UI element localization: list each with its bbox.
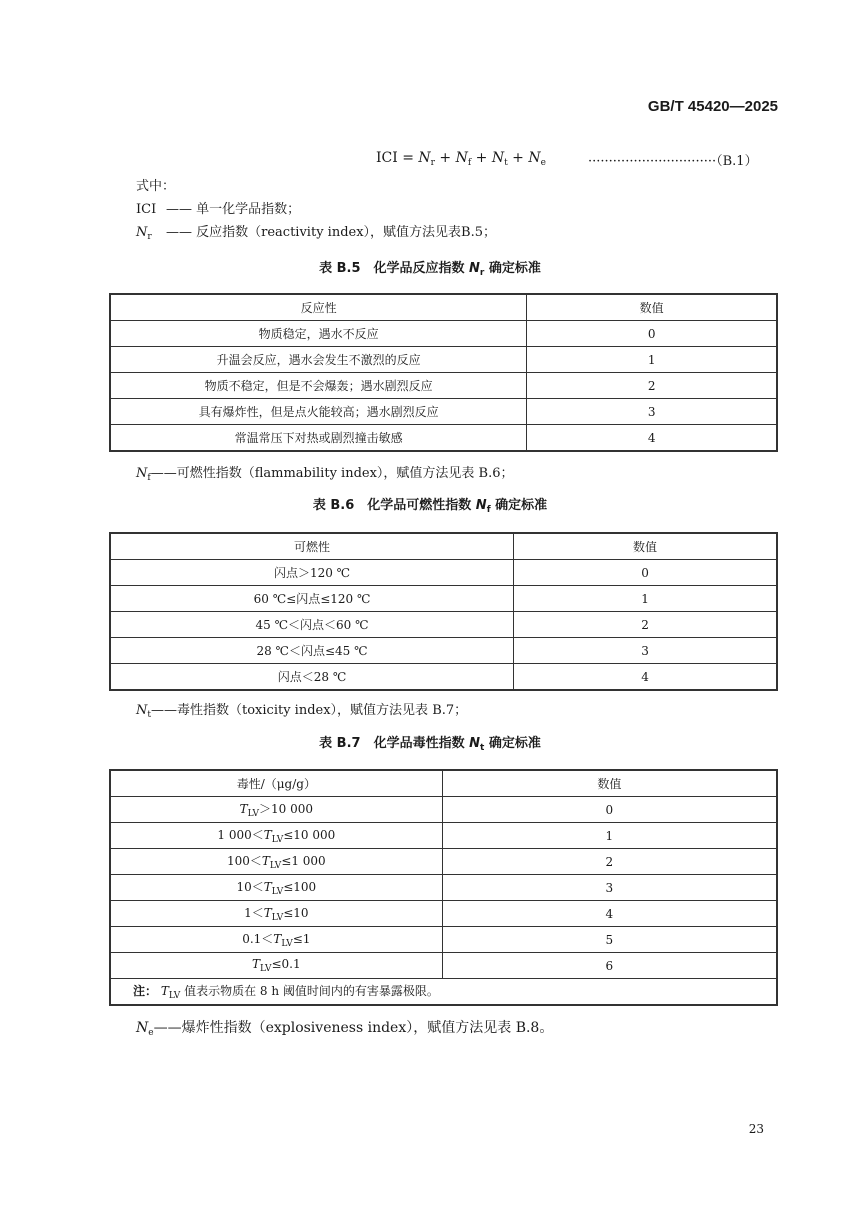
subscript: t: [147, 710, 151, 720]
title-text: 确定标准: [484, 261, 541, 276]
range-prefix: 1＜: [244, 906, 264, 920]
table-note-row: [110, 979, 777, 1006]
formula-lhs: ICI =: [376, 150, 419, 166]
header-cell: 反应性: [110, 294, 527, 321]
definition: 单一化学品指数；: [196, 202, 301, 217]
value-cell: 0: [514, 560, 777, 586]
def-ne: [136, 1017, 553, 1038]
table-b5: [109, 293, 778, 452]
table-row: [110, 797, 777, 823]
cell: [110, 849, 442, 875]
symbol: T: [263, 880, 272, 894]
table-row: [110, 612, 777, 638]
def-ici: [136, 198, 300, 217]
cell: 60 ℃≤闪点≤120 ℃: [110, 586, 514, 612]
value-cell: 4: [442, 901, 777, 927]
table-b6-title: [0, 494, 860, 515]
term-subscript: r: [430, 158, 435, 168]
subscript: LV: [271, 835, 284, 845]
dash: ——: [166, 225, 192, 240]
def-nf: [136, 462, 514, 483]
title-text: 表 B.6 化学品可燃性指数: [312, 498, 476, 513]
value-cell: 1: [514, 586, 777, 612]
table-header-row: [110, 294, 777, 321]
cell: 28 ℃＜闪点≤45 ℃: [110, 638, 514, 664]
symbol: N: [136, 1020, 149, 1036]
subscript: r: [479, 268, 485, 278]
range-suffix: ≤10 000: [283, 828, 336, 842]
symbol: N: [136, 466, 148, 481]
definition: 爆炸性指数（explosiveness index），赋值方法见表 B.8。: [181, 1020, 554, 1036]
range-prefix: 0.1＜: [242, 932, 274, 946]
range-prefix: 1 000＜: [217, 828, 264, 842]
subscript: LV: [260, 964, 272, 974]
symbol: T: [263, 906, 272, 920]
table-header-row: [110, 770, 777, 797]
range-suffix: ≤0.1: [271, 957, 301, 971]
symbol: T: [263, 828, 272, 842]
cell: [110, 875, 442, 901]
table-b6: [109, 532, 778, 691]
header-cell: 数值: [442, 770, 777, 797]
range-suffix: ≤10: [283, 906, 309, 920]
header-cell: 毒性/（μg/g）: [110, 770, 442, 797]
subscript: LV: [271, 913, 284, 923]
range-suffix: ≤100: [283, 880, 317, 894]
term-symbol: N: [455, 150, 468, 166]
subscript: LV: [271, 887, 284, 897]
value-cell: 4: [514, 664, 777, 691]
table-row: [110, 875, 777, 901]
term-symbol: N: [418, 150, 431, 166]
table-note: [110, 979, 777, 1006]
symbol: T: [239, 802, 248, 816]
range-prefix: 100＜: [226, 854, 262, 868]
definition: 反应指数（reactivity index），赋值方法见表B.5；: [196, 225, 496, 240]
table-row: [110, 399, 777, 425]
note-text: 值表示物质在 8 h 阈值时间内的有害暴露极限。: [180, 984, 439, 998]
cell: [110, 953, 442, 979]
subscript: t: [480, 743, 485, 753]
page-number: 23: [748, 1122, 764, 1136]
value-cell: 2: [514, 612, 777, 638]
value-cell: 3: [442, 875, 777, 901]
dash: ——: [153, 1020, 182, 1036]
dash: ——: [166, 202, 192, 217]
def-nr: [136, 221, 496, 242]
table-header-row: [110, 533, 777, 560]
term-symbol: N: [491, 150, 505, 166]
symbol: T: [261, 854, 270, 868]
cell: [110, 797, 442, 823]
formula-b1: [376, 150, 546, 168]
leader-dots: ·······························: [588, 154, 717, 169]
cell: 45 ℃＜闪点＜60 ℃: [110, 612, 514, 638]
cell: 常温常压下对热或剧烈撞击敏感: [110, 425, 527, 452]
value-cell: 2: [442, 849, 777, 875]
range-prefix: 10＜: [236, 880, 264, 894]
range-suffix: ≤1: [292, 932, 311, 946]
def-nt: [136, 699, 467, 720]
term-subscript: f: [467, 158, 472, 168]
definition: 可燃性指数（flammability index），赋值方法见表 B.6；: [176, 466, 514, 481]
value-cell: 3: [527, 399, 777, 425]
value-cell: 6: [442, 953, 777, 979]
header-cell: 数值: [514, 533, 777, 560]
formula-terms: [418, 150, 546, 166]
dash: ——: [150, 466, 177, 481]
subscript: LV: [247, 809, 260, 819]
table-b7-title: [0, 732, 860, 753]
symbol: N: [136, 225, 148, 240]
table-row: [110, 373, 777, 399]
symbol: T: [160, 984, 169, 998]
symbol: N: [469, 261, 480, 276]
subscript: f: [147, 473, 151, 483]
where-label: 式中：: [136, 179, 176, 194]
table-row: [110, 664, 777, 691]
table-row: [110, 560, 777, 586]
subscript: e: [148, 1028, 154, 1038]
table-b5-title: [0, 257, 860, 278]
symbol: T: [273, 932, 282, 946]
value-cell: 0: [527, 321, 777, 347]
symbol: T: [252, 957, 261, 971]
title-text: 表 B.7 化学品毒性指数: [319, 736, 470, 751]
value-cell: 1: [527, 347, 777, 373]
cell: [110, 901, 442, 927]
table-row: [110, 927, 777, 953]
value-cell: 2: [527, 373, 777, 399]
table-row: [110, 823, 777, 849]
cell: 具有爆炸性，但是点火能较高；遇水剧烈反应: [110, 399, 527, 425]
subscript: LV: [168, 991, 181, 1001]
value-cell: 5: [442, 927, 777, 953]
subscript: LV: [281, 939, 293, 949]
cell: 闪点＞120 ℃: [110, 560, 514, 586]
table-row: [110, 321, 777, 347]
table-row: [110, 849, 777, 875]
cell: 闪点＜28 ℃: [110, 664, 514, 691]
table-b7: [109, 769, 778, 1006]
formula-label: （B.1）: [716, 154, 758, 169]
cell: 物质不稳定，但是不会爆轰；遇水剧烈反应: [110, 373, 527, 399]
range-suffix: ＞10 000: [259, 802, 314, 816]
title-text: 确定标准: [484, 736, 541, 751]
term-subscript: t: [504, 158, 508, 168]
plus-sign: +: [507, 150, 529, 166]
note-label: 注：: [133, 984, 158, 998]
subscript: f: [486, 505, 491, 515]
cell: [110, 927, 442, 953]
symbol: N: [475, 498, 487, 513]
cell: [110, 823, 442, 849]
header-cell: 可燃性: [110, 533, 514, 560]
title-text: 表 B.5 化学品反应指数: [319, 261, 470, 276]
symbol: N: [469, 736, 480, 751]
cell: 物质稳定，遇水不反应: [110, 321, 527, 347]
definition: 毒性指数（toxicity index），赋值方法见表 B.7；: [177, 703, 468, 718]
symbol: ICI: [136, 202, 157, 217]
subscript: r: [147, 232, 152, 242]
table-row: [110, 901, 777, 927]
table-row: [110, 586, 777, 612]
table-row: [110, 347, 777, 373]
subscript: LV: [269, 861, 282, 871]
table-row: [110, 425, 777, 452]
range-suffix: ≤1 000: [281, 854, 326, 868]
symbol: N: [136, 703, 148, 718]
value-cell: 4: [527, 425, 777, 452]
header-cell: 数值: [527, 294, 777, 321]
term-symbol: N: [528, 150, 541, 166]
plus-sign: +: [434, 150, 456, 166]
value-cell: 1: [442, 823, 777, 849]
table-row: [110, 953, 777, 979]
plus-sign: +: [471, 150, 492, 166]
value-cell: 3: [514, 638, 777, 664]
cell: 升温会反应，遇水会发生不激烈的反应: [110, 347, 527, 373]
value-cell: 0: [442, 797, 777, 823]
standard-number: GB/T 45420—2025: [647, 98, 778, 115]
title-text: 确定标准: [490, 498, 548, 513]
table-row: [110, 638, 777, 664]
term-subscript: e: [540, 158, 546, 168]
formula-number: [588, 150, 758, 169]
dash: ——: [151, 703, 177, 718]
